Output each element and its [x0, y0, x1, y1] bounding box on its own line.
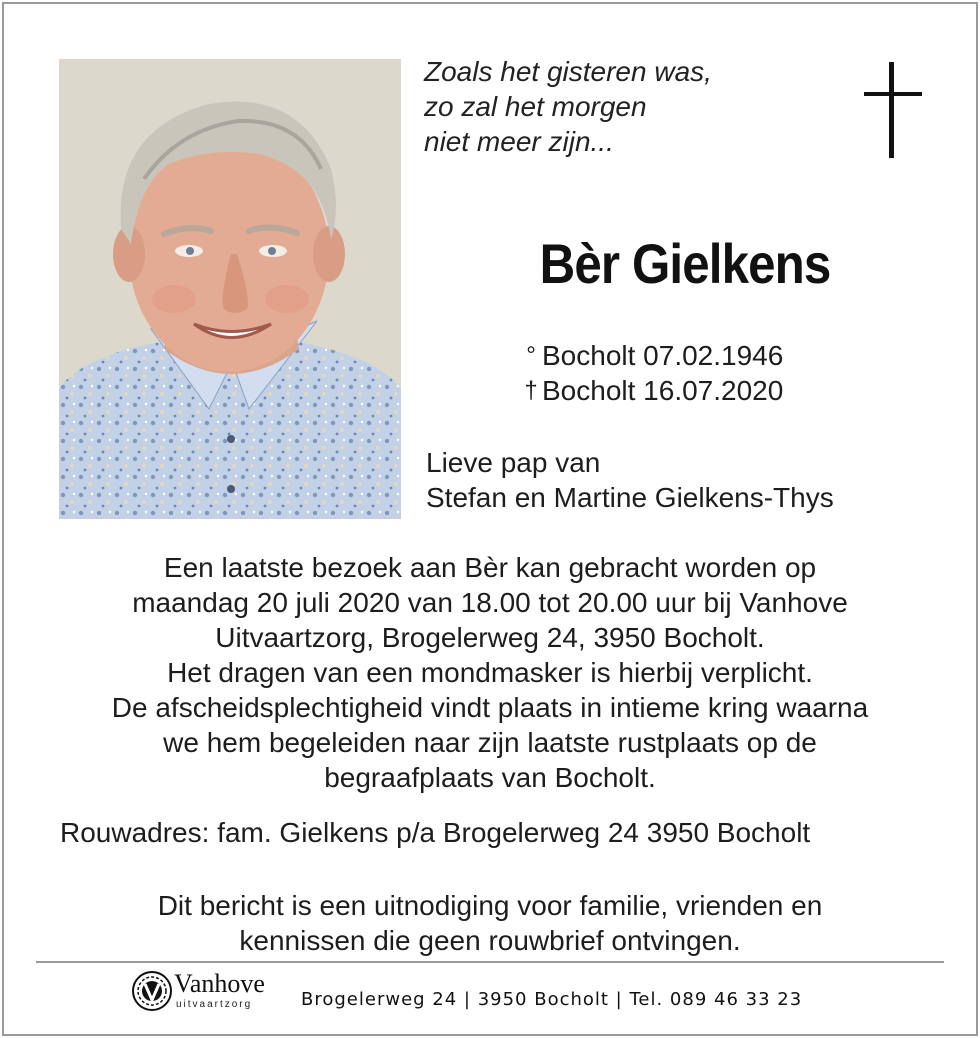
poem-line: niet meer zijn... [424, 126, 614, 157]
family-line: Lieve pap van [426, 447, 601, 478]
portrait-photo [59, 59, 401, 519]
visit-line: we hem begeleiden naar zijn laatste rustplaats op de [163, 727, 817, 758]
invitation-line: Dit bericht is een uitnodiging voor familie, vrienden en [157, 890, 823, 921]
vanhove-logo-icon [130, 969, 174, 1013]
birth-date-row [520, 338, 940, 373]
portrait-illustration [59, 59, 401, 519]
life-dates [520, 338, 940, 408]
visitation-info [40, 550, 940, 795]
visit-line: De afscheidsplechtigheid vindt plaats in intieme kring waarna [111, 692, 869, 723]
invitation-note [40, 888, 940, 958]
visit-line: begraafplaats van Bocholt. [324, 762, 656, 793]
latin-cross-icon [864, 62, 922, 158]
visit-line: Uitvaartzorg, Brogelerweg 24, 3950 Bocholt. [215, 622, 765, 653]
logo-brand: Vanhove [174, 969, 265, 998]
visit-line: Het dragen van een mondmasker is hierbij verplicht. [167, 657, 813, 688]
birth-date: Bocholt 07.02.1946 [542, 340, 784, 371]
death-date: Bocholt 16.07.2020 [542, 375, 784, 406]
family-line: Stefan en Martine Gielkens-Thys [426, 482, 834, 513]
poem-line: zo zal het morgen [424, 91, 647, 122]
birth-symbol: ° [526, 342, 536, 369]
footer-contact: Brogelerweg 24 | 3950 Bocholt | Tel. 089 46 33 23 [301, 989, 803, 1010]
vanhove-logo [130, 967, 290, 1015]
mourning-address: Rouwadres: fam. Gielkens p/a Brogelerweg 24 3950 Bocholt [60, 817, 811, 848]
family-statement [426, 445, 946, 515]
death-date-row [520, 373, 940, 408]
logo-subtitle: uitvaartzorg [176, 999, 253, 1010]
poem [424, 54, 804, 159]
visit-line: maandag 20 juli 2020 van 18.00 tot 20.00 uur bij Vanhove [132, 587, 848, 618]
footer-divider [36, 961, 944, 963]
poem-line: Zoals het gisteren was, [424, 56, 712, 87]
death-symbol: † [524, 377, 538, 404]
visit-line: Een laatste bezoek aan Bèr kan gebracht worden op [163, 552, 817, 583]
deceased-name: Bèr Gielkens [539, 232, 831, 295]
invitation-line: kennissen die geen rouwbrief ontvingen. [239, 925, 741, 956]
